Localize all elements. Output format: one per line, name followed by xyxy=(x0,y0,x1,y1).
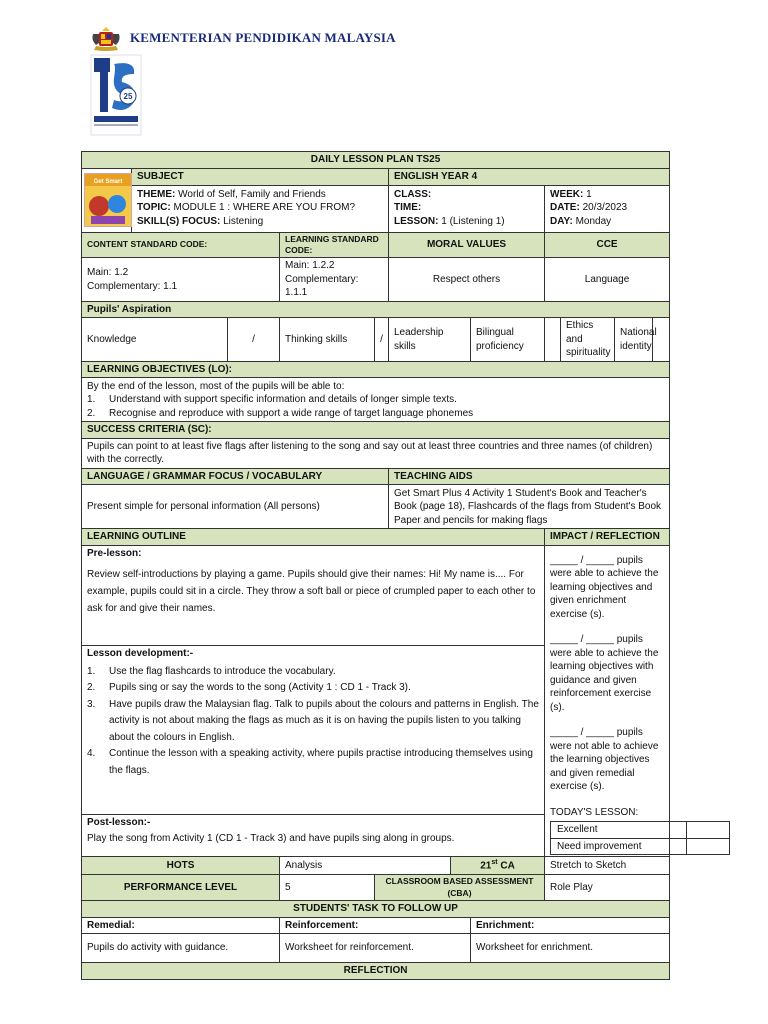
book-cover-cell xyxy=(82,169,132,233)
list-item: 1. Understand with support specific information and details of longer simple texts. xyxy=(87,394,457,406)
impact-reinforcement: _____ / _____ pupils were able to achieve the learning objectives with guidance and given reinforcement exercise (s). xyxy=(550,634,659,713)
date-value: 20/3/2023 xyxy=(582,202,628,213)
todays-lesson-label: TODAY'S LESSON: xyxy=(550,806,639,818)
remedial-label: Remedial: xyxy=(82,917,280,934)
week-date-cell xyxy=(545,185,670,232)
ca21-value: Stretch to Sketch xyxy=(545,857,670,875)
lsc-complementary: Complementary: 1.1.1 xyxy=(285,273,359,299)
topic-value: MODULE 1 : WHERE ARE YOU FROM? xyxy=(173,202,356,213)
time-label: TIME: xyxy=(394,202,422,213)
enrichment-label: Enrichment: xyxy=(471,917,670,934)
daily-lesson-plan-table xyxy=(81,151,670,980)
language-focus-label: LANGUAGE / GRAMMAR FOCUS / VOCABULARY xyxy=(82,468,389,485)
todays-lesson-table xyxy=(550,821,730,855)
cce-label: CCE xyxy=(545,232,670,258)
aspiration-thinking: Thinking skills xyxy=(280,318,375,362)
pre-lesson-text: Review self-introductions by playing a game. Pupils should give their names: Hi! My name is.... For example, pupils could sit in a circle. They throw a soft ball or piece of crumpled paper to each other to ask for and give their names. xyxy=(87,569,536,615)
list-item: 2. Pupils sing or say the words to the song (Activity 1 : CD 1 - Track 3). xyxy=(87,682,411,694)
svg-text:Get Smart: Get Smart xyxy=(93,179,123,186)
enrichment-value: Worksheet for enrichment. xyxy=(471,934,670,963)
lesson-value: 1 (Listening 1) xyxy=(441,215,505,227)
impact-enrichment: _____ / _____ pupils were able to achieve the learning objectives and given enrichment exercise (s). xyxy=(550,554,659,620)
list-item: 2. Recognise and reproduce with support a wide range of target language phonemes xyxy=(87,407,474,419)
lo-list xyxy=(87,393,664,420)
aspiration-national: National identity xyxy=(615,318,653,362)
lo-content xyxy=(82,378,670,422)
learning-standard-value xyxy=(280,258,389,302)
week-value: 1 xyxy=(586,188,592,200)
excellent-checkbox[interactable] xyxy=(687,822,730,839)
national-mark xyxy=(653,318,670,362)
aspiration-bilingual: Bilingual proficiency xyxy=(471,318,545,362)
lesson-development-list xyxy=(87,664,539,780)
lesson-development-label: Lesson development:- xyxy=(87,648,194,660)
aspiration-knowledge: Knowledge xyxy=(82,318,228,362)
learning-outline-label: LEARNING OUTLINE xyxy=(82,529,545,546)
need-improvement-checkbox[interactable] xyxy=(687,838,730,855)
cce-value: Language xyxy=(545,258,670,302)
language-focus-value: Present simple for personal information (All persons) xyxy=(82,485,389,529)
skill-value: Listening xyxy=(223,215,264,227)
list-item: 1. Use the flag flashcards to introduce the vocabulary. xyxy=(87,665,336,677)
csc-main: Main: 1.2 xyxy=(87,267,129,279)
ministry-name: KEMENTERIAN PENDIDIKAN MALAYSIA xyxy=(130,30,396,45)
day-label: DAY: xyxy=(550,215,573,227)
plan-title: DAILY LESSON PLAN TS25 xyxy=(82,152,670,169)
sc-label: SUCCESS CRITERIA (SC): xyxy=(82,422,670,439)
impact-remedial: _____ / _____ pupils were not able to achieve the learning objectives and given remedial exercise (s). xyxy=(550,727,659,793)
theme-value: World of Self, Family and Friends xyxy=(178,188,326,200)
thinking-mark: / xyxy=(375,318,389,362)
aspiration-ethics: Ethics and spirituality xyxy=(561,318,615,362)
ca21-label: 21st CA xyxy=(451,857,545,875)
subject-value: ENGLISH YEAR 4 xyxy=(389,169,670,186)
lesson-label: LESSON: xyxy=(394,215,439,227)
moral-values-value: Respect others xyxy=(389,258,545,302)
theme-label: THEME: xyxy=(137,188,176,200)
knowledge-mark: / xyxy=(228,318,280,362)
post-lesson-text: Play the song from Activity 1 (CD 1 - Track 3) and have pupils sing along in groups. xyxy=(87,833,455,845)
students-task-label: STUDENTS' TASK TO FOLLOW UP xyxy=(82,901,670,918)
topic-label: TOPIC: xyxy=(137,202,171,213)
list-item: 4. Continue the lesson with a speaking activity, where pupils practise introducing themselves using the flags. xyxy=(87,748,533,776)
lsc-main: Main: 1.2.2 xyxy=(285,260,335,272)
performance-level-label: PERFORMANCE LEVEL xyxy=(82,875,280,901)
date-label: DATE: xyxy=(550,202,580,213)
malaysia-crest-logo xyxy=(90,26,122,52)
teaching-aids-label: TEACHING AIDS xyxy=(389,468,670,485)
content-standard-label: CONTENT STANDARD CODE: xyxy=(82,232,280,258)
book-cover-image xyxy=(84,173,132,227)
moral-values-label: MORAL VALUES xyxy=(389,232,545,258)
lo-intro: By the end of the lesson, most of the pupils will be able to: xyxy=(87,380,345,392)
svg-text:25: 25 xyxy=(123,92,133,101)
list-item: 3. Have pupils draw the Malaysian flag. Talk to pupils about the colours and patterns in English. The activity is not about making the flags as much as it is on having the pupils listen to you talking about the colours in English. xyxy=(87,698,539,743)
page-header xyxy=(90,24,490,114)
post-lesson-label: Post-lesson:- xyxy=(87,816,151,828)
day-value: Monday xyxy=(575,215,612,227)
remedial-value: Pupils do activity with guidance. xyxy=(82,934,280,963)
option-excellent: Excellent xyxy=(551,822,687,839)
pre-lesson-cell xyxy=(82,545,545,645)
subject-label: SUBJECT xyxy=(132,169,389,186)
hots-label: HOTS xyxy=(82,857,280,875)
cba-value: Role Play xyxy=(545,875,670,901)
hots-value: Analysis xyxy=(280,857,451,875)
week-label: WEEK: xyxy=(550,188,584,200)
theme-topic-cell xyxy=(132,185,389,232)
ts25-logo xyxy=(90,54,142,136)
skill-label: SKILL(S) FOCUS: xyxy=(137,215,221,227)
lo-label: LEARNING OBJECTIVES (LO): xyxy=(82,361,670,378)
sc-text: Pupils can point to at least five flags after listening to the song and say out at least three countries and three names (of children) with the correctly. xyxy=(82,438,670,468)
post-lesson-cell xyxy=(82,814,545,857)
class-time-cell xyxy=(389,185,545,232)
reinforcement-label: Reinforcement: xyxy=(280,917,471,934)
aspiration-leadership: Leadership skills xyxy=(389,318,471,362)
cba-label: CLASSROOM BASED ASSESSMENT (CBA) xyxy=(375,875,545,901)
learning-standard-label: LEARNING STANDARD CODE: xyxy=(280,232,389,258)
teaching-aids-value: Get Smart Plus 4 Activity 1 Student's Book and Teacher's Book (page 18), Flashcards of the flags from Student's Book Paper and pencils for making flags xyxy=(389,485,670,529)
impact-label: IMPACT / REFLECTION xyxy=(545,529,670,546)
impact-cell xyxy=(545,545,670,857)
performance-level-value: 5 xyxy=(280,875,375,901)
option-need-improvement: Need improvement xyxy=(551,838,687,855)
bilingual-mark xyxy=(545,318,561,362)
reinforcement-value: Worksheet for reinforcement. xyxy=(280,934,471,963)
aspiration-label: Pupils' Aspiration xyxy=(82,301,670,318)
reflection-label: REFLECTION xyxy=(82,963,670,980)
content-standard-value xyxy=(82,258,280,302)
csc-complementary: Complementary: 1.1 xyxy=(87,280,178,292)
lesson-development-cell xyxy=(82,646,545,815)
pre-lesson-label: Pre-lesson: xyxy=(87,547,142,559)
class-label: CLASS: xyxy=(394,188,432,200)
